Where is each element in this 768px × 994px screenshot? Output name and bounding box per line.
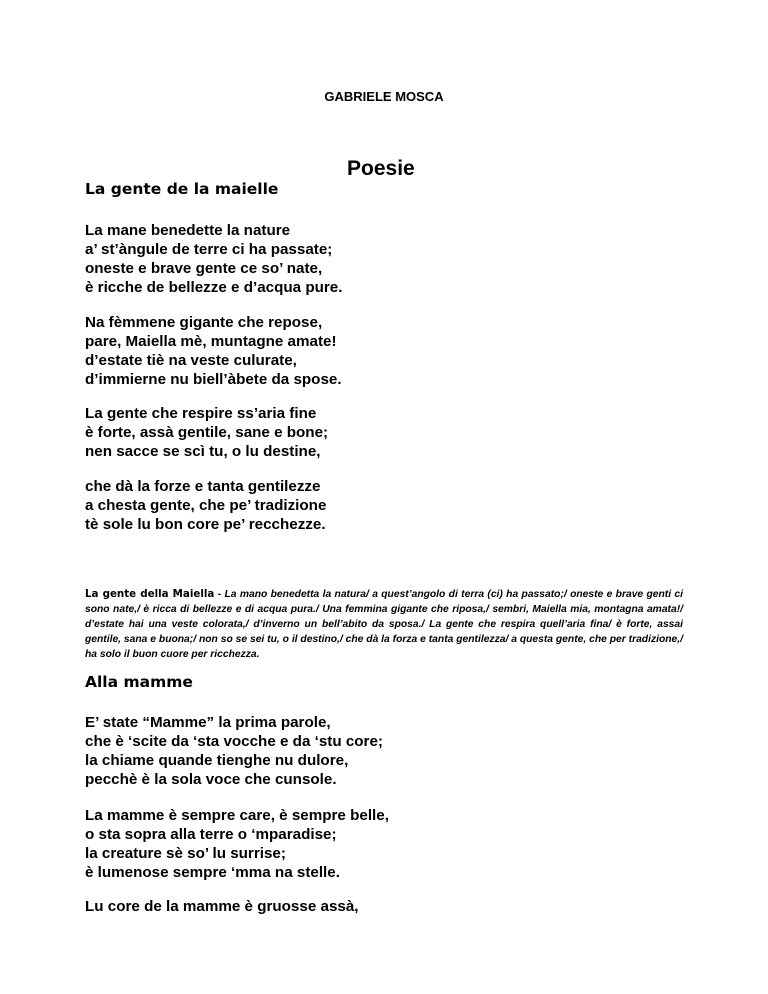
verse-line: a’ st’àngule de terre ci ha passate; <box>85 241 333 258</box>
verse-line: pecchè è la sola voce che cunsole. <box>85 771 337 788</box>
verse-line: a chesta gente, che pe’ tradizione <box>85 497 327 514</box>
verse-line: è lumenose sempre ‘mma na stelle. <box>85 864 340 881</box>
verse-line: la creature sè so’ lu surrise; <box>85 845 286 862</box>
verse-line: La mamme è sempre care, è sempre belle, <box>85 807 389 824</box>
poem-title: Alla mamme <box>85 673 193 691</box>
stanza <box>85 713 383 789</box>
verse-line: è ricche de bellezze e d’acqua pure. <box>85 279 343 296</box>
verse-line: La mane benedette la nature <box>85 222 291 239</box>
verse-line: nen sacce se scì tu, o lu destine, <box>85 443 321 460</box>
verse-line: oneste e brave gente ce so’ nate, <box>85 260 323 277</box>
verse-line: che è ‘scite da ‘sta vocche e da ‘stu core; <box>85 733 383 750</box>
stanza <box>85 477 326 534</box>
page-title: Poesie <box>347 157 415 180</box>
stanza <box>85 221 342 297</box>
translation-note <box>85 587 683 662</box>
translation-text: La mano benedetta la natura/ a quest’angolo di terra (ci) ha passato;/ oneste e brave genti ci sono nate,/ è ricca di bellezze e di acqua pura./ Una femmina gigante che riposa,/ sembri, Maiella mia, montagna amata!/ d’estate hai una veste colorata,/ d’inverno un bell’abito da sposa./ La gente che respira quell’aria fina/ è forte, assai gentile, sana e buona;/ non so se sei tu, o il destino,/ che dà la forza e tanta gentilezza/ a questa gente, che per tradizione,/ ha solo il buon cuore per ricchezza. <box>85 589 684 660</box>
translation-label: La gente della Maiella <box>85 588 215 600</box>
translation-separator: - <box>214 589 225 600</box>
author-name: GABRIELE MOSCA <box>324 89 444 104</box>
verse-line: d’immierne nu biell’àbete da spose. <box>85 371 342 388</box>
verse-line: pare, Maiella mè, muntagne amate! <box>85 333 337 350</box>
stanza <box>85 897 359 916</box>
verse-line: d’estate tiè na veste culurate, <box>85 352 297 369</box>
verse-line: la chiame quande tienghe nu dulore, <box>85 752 349 769</box>
stanza <box>85 313 342 389</box>
stanza <box>85 404 328 461</box>
stanza <box>85 806 389 882</box>
verse-line: o sta sopra alla terre o ‘mparadise; <box>85 826 337 843</box>
verse-line: è forte, assà gentile, sane e bone; <box>85 424 329 441</box>
verse-line: tè sole lu bon core pe’ recchezze. <box>85 516 326 533</box>
poem-title: La gente de la maielle <box>85 180 279 198</box>
verse-line: E’ state “Mamme” la prima parole, <box>85 714 331 731</box>
verse-line: che dà la forze e tanta gentilezze <box>85 478 321 495</box>
verse-line: Lu core de la mamme è gruosse assà, <box>85 898 359 915</box>
verse-line: La gente che respire ss’aria fine <box>85 405 317 422</box>
verse-line: Na fèmmene gigante che repose, <box>85 314 323 331</box>
